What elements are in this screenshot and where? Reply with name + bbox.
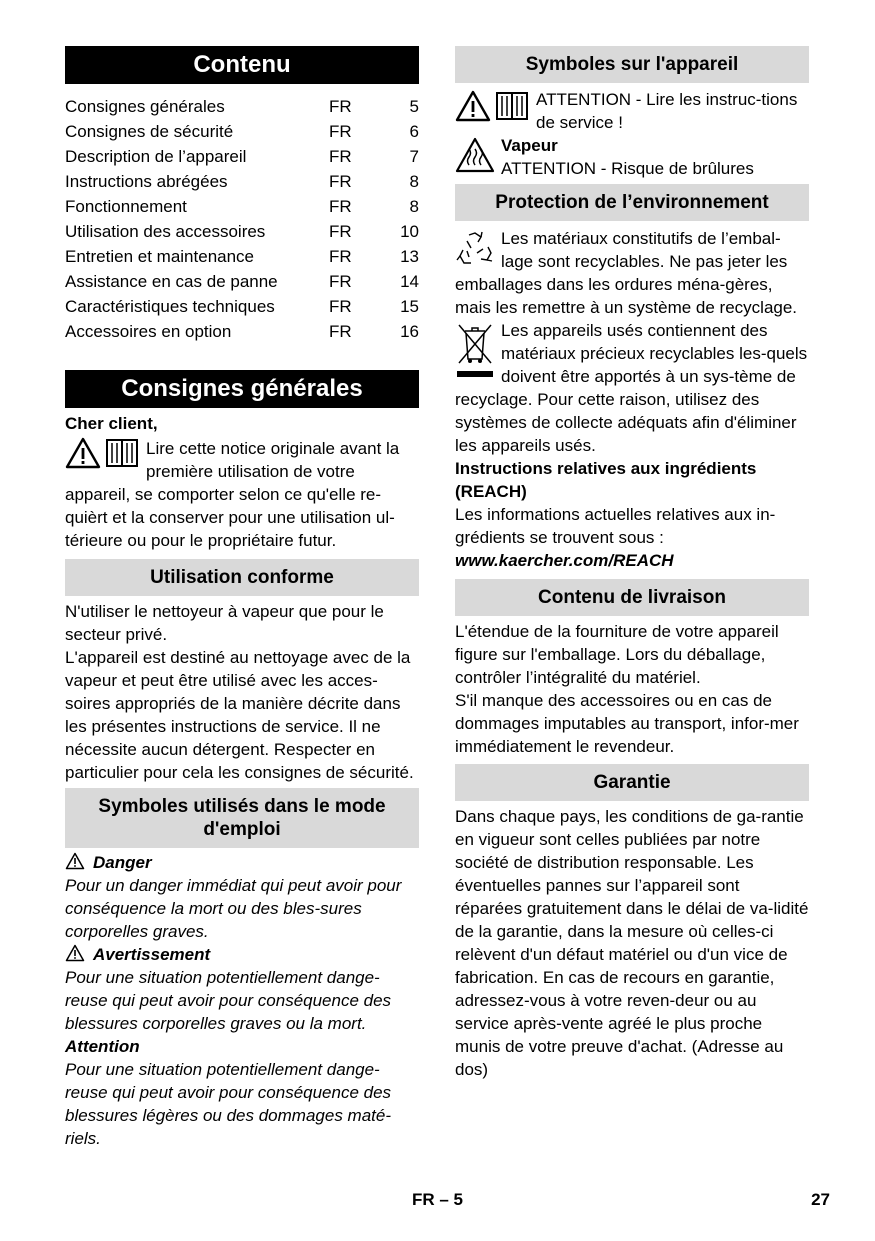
warning-label-text: Avertissement (93, 945, 211, 964)
danger-text: Pour un danger immédiat qui peut avoir pour conséquence la mort ou des bles-sures corporelles graves. (65, 876, 402, 941)
toc-entry-title: Utilisation des accessoires (65, 222, 266, 241)
usage-heading: Utilisation conforme (65, 559, 419, 596)
toc-entry-page: 7 (409, 147, 419, 166)
toc-entry-title: Caractéristiques techniques (65, 297, 275, 316)
toc-entry-page: 10 (400, 222, 419, 241)
toc-entry-page: 8 (409, 172, 419, 191)
toc-entry-lang: FR (329, 147, 352, 166)
toc-row (65, 219, 419, 244)
toc-entry-lang: FR (329, 222, 352, 241)
warranty-text: Dans chaque pays, les conditions de ga-rantie en vigueur sont celles publiées par notre société de distribution responsable. Les éventuelles pannes sur l’appareil sont réparées gratuitement dans le délai de va-lidité de la garantie, dans la mesure où celles-ci relèvent d'un défaut matériel ou d'un vice de fabrication. En cas de recours en garantie, adressez-vous à votre reven-deur ou au service après-vente agréé le plus proche munis de votre preuve d'achat. (Adresse au dos) (455, 807, 809, 1079)
toc-entry-title: Instructions abrégées (65, 172, 228, 191)
warning-triangle-icon (455, 90, 491, 122)
warning-triangle-icon (65, 437, 101, 469)
usage-paragraph: L'appareil est destiné au nettoyage avec de la vapeur et peut être utilisé avec les acces-soires appropriés de la manière décrite dans les présentes instructions de service. Il ne nécessite aucun détergent. Respecter en particulier pour cela les consignes de sécurité. (65, 648, 414, 782)
general-intro-wrap: Lire cette notice originale avant la première utilisation de votre (146, 439, 400, 481)
manual-book-icon (494, 90, 530, 122)
toc-row (65, 294, 419, 319)
toc-entry-page: 15 (400, 297, 419, 316)
general-heading: Consignes générales (65, 370, 419, 408)
general-intro-rest: appareil, se comporter selon ce qu'elle re-quièrt et la conserver pour une utilisation ul-térieure ou pour le propriétaire futur. (65, 485, 395, 550)
toc-entry-lang: FR (329, 322, 352, 341)
page-number: 27 (811, 1190, 830, 1209)
toc-entry-page: 8 (409, 197, 419, 216)
delivery-paragraph: L'étendue de la fourniture de votre appareil figure sur l'emballage. Lors du déballage, contrôler l’intégralité du matériel. (455, 622, 779, 687)
toc-entry-lang: FR (329, 172, 352, 191)
reach-link[interactable]: www.kaercher.com/REACH (455, 551, 674, 570)
warning-text: Pour une situation potentiellement dange-reuse qui peut avoir pour conséquence des blessures corporelles graves ou la mort. (65, 968, 392, 1033)
warranty-heading: Garantie (455, 764, 809, 801)
toc-heading: Contenu (65, 46, 419, 84)
hot-steam-icon (455, 137, 495, 173)
toc-entry-lang: FR (329, 122, 352, 141)
warning-manual-icons (65, 437, 140, 469)
toc-row (65, 169, 419, 194)
danger-triangle-icon (65, 852, 85, 870)
toc-entry-lang: FR (329, 97, 352, 116)
toc-row (65, 144, 419, 169)
device-attention-text: ATTENTION - Lire les instruc-tions de service ! (536, 90, 798, 132)
attention-label: Attention (65, 1037, 140, 1056)
steam-label: Vapeur (501, 136, 558, 155)
toc-entry-page: 6 (409, 122, 419, 141)
toc-row (65, 94, 419, 119)
manual-book-icon (104, 437, 140, 469)
toc-entry-lang: FR (329, 247, 352, 266)
toc-row (65, 269, 419, 294)
toc-row (65, 119, 419, 144)
toc-entry-page: 14 (400, 272, 419, 291)
toc-entry-lang: FR (329, 197, 352, 216)
danger-label (65, 851, 419, 874)
device-attention-icons (455, 90, 530, 122)
toc-entry-page: 13 (400, 247, 419, 266)
warning-label (65, 943, 419, 966)
danger-label-text: Danger (93, 853, 152, 872)
page-label: FR – 5 (411, 1190, 464, 1209)
warning-small-triangle-icon (65, 944, 85, 962)
toc-entry-title: Description de l’appareil (65, 147, 247, 166)
greeting: Cher client, (65, 414, 158, 433)
usage-paragraph: N'utiliser le nettoyeur à vapeur que pour le secteur privé. (65, 602, 384, 644)
left-column (65, 46, 419, 1150)
reach-text: Les informations actuelles relatives aux in-grédients se trouvent sous : (455, 505, 776, 547)
delivery-heading: Contenu de livraison (455, 579, 809, 616)
right-column (455, 46, 809, 1081)
toc-entry-page: 5 (409, 97, 419, 116)
toc-entry-title: Accessoires en option (65, 322, 232, 341)
toc-row (65, 319, 419, 344)
weee-text: Les appareils usés contiennent des matériaux précieux recyclables les-quels doivent être apportés à un sys-tème de recyclage. Pour cette raison, utilisez des systèmes de collecte adéquats afin d'éliminer les appareils usés. (455, 321, 808, 455)
crossed-bin-icon (455, 321, 495, 381)
toc-row (65, 244, 419, 269)
toc-entry-lang: FR (329, 272, 352, 291)
toc-entry-title: Fonctionnement (65, 197, 187, 216)
attention-text: Pour une situation potentiellement dange-reuse qui peut avoir pour conséquence des blessures légères ou des dommages maté-riels. (65, 1060, 392, 1148)
symbols-manual-heading: Symboles utilisés dans le mode d'emploi (65, 788, 419, 848)
steam-text: ATTENTION - Risque de brûlures (501, 159, 754, 178)
toc-entry-title: Assistance en cas de panne (65, 272, 278, 291)
toc-entry-lang: FR (329, 297, 352, 316)
toc-row (65, 194, 419, 219)
symbols-device-heading: Symboles sur l'appareil (455, 46, 809, 83)
delivery-paragraph: S'il manque des accessoires ou en cas de dommages imputables au transport, infor-mer immédiatement le revendeur. (455, 691, 799, 756)
reach-title: Instructions relatives aux ingrédients (REACH) (455, 459, 757, 501)
toc-entry-title: Consignes de sécurité (65, 122, 234, 141)
toc-entry-title: Consignes générales (65, 97, 225, 116)
toc-list (65, 94, 419, 344)
environment-heading: Protection de l’environnement (455, 184, 809, 221)
recycle-icon (455, 229, 495, 269)
toc-entry-title: Entretien et maintenance (65, 247, 255, 266)
recycle-text: Les matériaux constitutifs de l’embal-lage sont recyclables. Ne pas jeter les emballages dans les ordures ména-gères, mais les remettre à un système de recyclage. (455, 229, 798, 317)
toc-entry-page: 16 (400, 322, 419, 341)
